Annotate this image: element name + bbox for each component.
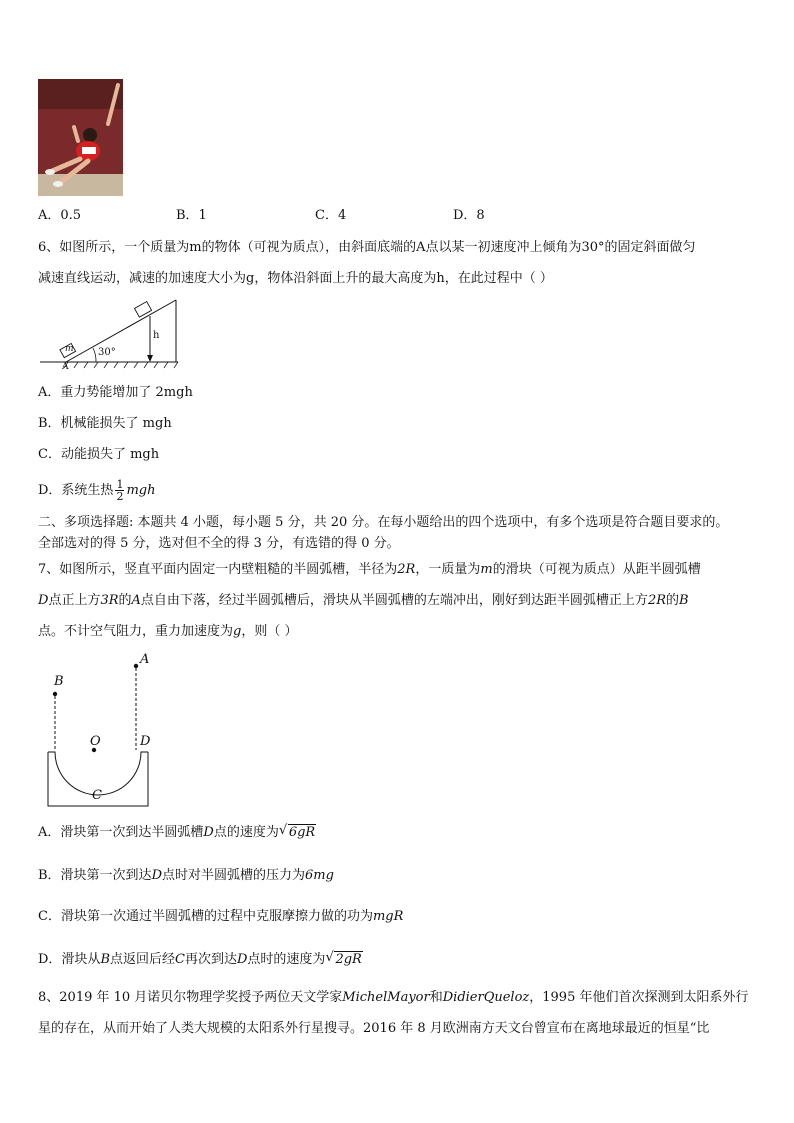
q7-var: D: [151, 868, 162, 883]
q7-option-b: [38, 868, 334, 884]
fraction-denominator: 2: [116, 490, 124, 503]
sqrt-argument: 2gR: [335, 952, 362, 967]
q5-option-b: B．1: [176, 208, 207, 223]
q7-text: 的: [118, 593, 132, 608]
center-o-label: O: [90, 734, 101, 749]
angle-label: 30°: [98, 347, 116, 358]
q7-text: ，则（ ）: [241, 624, 298, 639]
long-jump-photo: [38, 79, 123, 196]
point-d-label: D: [140, 734, 151, 749]
q7-text: 点正上方: [48, 593, 101, 608]
math-expression: 6mg: [305, 868, 334, 883]
point-b-label: B: [54, 674, 64, 689]
q6-stem-line2: 减速直线运动，减速的加速度大小为g，物体沿斜面上升的最大高度为h，在此过程中（ ）: [38, 271, 553, 286]
height-label: h: [153, 330, 160, 341]
q7-option-d: [38, 952, 363, 968]
q7-option-text: 点时的速度为: [247, 952, 326, 967]
q6-option-c: C．动能损失了 mgh: [38, 447, 160, 462]
point-a-label: A: [140, 652, 150, 667]
q8-text: ，1995 年他们首次探测到太阳系外行: [529, 990, 749, 1005]
half-pipe-figure: [42, 650, 154, 810]
q6-option-d-prefix: D．系统生热: [38, 483, 114, 498]
q5-option-d: D．8: [453, 208, 485, 223]
math-expression: mgR: [372, 909, 404, 924]
q7-option-text: 点时对半圆弧槽的压力为: [162, 868, 306, 883]
q7-option-text: C．滑块第一次通过半圆弧槽的过程中克服摩擦力做的功为: [38, 909, 373, 924]
q7-var: B: [100, 952, 110, 967]
q7-stem-line1: [38, 562, 701, 578]
q6-option-d: [38, 477, 155, 505]
q7-var: 2R: [397, 562, 416, 577]
q7-option-text: A．滑块第一次到达半圆弧槽: [38, 825, 204, 840]
q7-var: D: [203, 825, 214, 840]
sqrt-expression: √ 2gR: [325, 950, 362, 967]
q7-var: D: [236, 952, 248, 967]
sqrt-expression: √ 6gR: [278, 823, 316, 840]
q8-text: 8、2019 年 10 月诺贝尔物理学奖授予两位天文学家: [38, 990, 343, 1005]
q7-text: 点。不计空气阻力，重力加速度为: [38, 624, 234, 639]
q7-option-a: [38, 825, 316, 841]
q8-stem-line1: [38, 990, 748, 1006]
q5-option-a: A．0.5: [38, 208, 82, 223]
q7-stem-line3: [38, 624, 297, 640]
q7-text: ，一质量为: [415, 562, 481, 577]
q7-var: m: [480, 562, 493, 577]
q6-option-d-expr: mgh: [126, 483, 156, 498]
q7-stem-line2: [38, 593, 689, 609]
q7-var: D: [38, 593, 49, 608]
q7-text: 点自由下落，经过半圆弧槽后，滑块从半圆弧槽的左端冲出，刚好到达距半圆弧槽正上方: [140, 593, 648, 608]
q7-text: 的: [666, 593, 680, 608]
q8-name: DidierQueloz: [442, 990, 530, 1005]
q7-text: 的滑块（可视为质点）从距半圆弧槽: [492, 562, 701, 577]
q7-option-text: 再次到达: [184, 952, 237, 967]
point-a-label: A: [62, 362, 69, 372]
section2-line1: 二、多项选择题: 本题共 4 小题，每小题 5 分，共 20 分。在每小题给出的四个选项中，有多个选项是符合题目要求的。: [38, 515, 729, 530]
section2-line2: 全部选对的得 5 分，选对但不全的得 3 分，有选错的得 0 分。: [38, 536, 400, 551]
q8-text: 和: [429, 990, 443, 1005]
point-c-label: C: [92, 788, 102, 803]
q7-var: A: [131, 593, 141, 608]
q7-option-c: [38, 909, 403, 925]
q7-option-text: 点的速度为: [213, 825, 279, 840]
q6-option-b: B．机械能损失了 mgh: [38, 416, 172, 431]
mass-label: m: [65, 344, 74, 354]
q7-var: B: [679, 593, 689, 608]
q7-option-text: D．滑块从: [38, 952, 101, 967]
incline-figure: [38, 296, 180, 372]
sqrt-argument: 6gR: [288, 825, 316, 840]
q7-text: 7、如图所示，竖直平面内固定一内壁粗糙的半圆弧槽，半径为: [38, 562, 398, 577]
q6-option-a: A．重力势能增加了 2mgh: [38, 385, 193, 400]
q5-option-c: C．4: [315, 208, 347, 223]
q7-option-text: B．滑块第一次到达: [38, 868, 152, 883]
q6-stem-line1: 6、如图所示，一个质量为m的物体（可视为质点），由斜面底端的A点以某一初速度冲上倾角为30°的固定斜面做匀: [38, 240, 696, 255]
q7-var: g: [233, 624, 242, 639]
q7-option-text: 点返回后经: [110, 952, 176, 967]
fraction-half: [115, 479, 124, 502]
q7-var: 2R: [647, 593, 666, 608]
q7-var: C: [175, 952, 185, 967]
q8-name: MichelMayor: [342, 990, 430, 1005]
fraction-numerator: 1: [116, 478, 124, 491]
q8-stem-line2: 星的存在，从而开始了人类大规模的太阳系外行星搜寻。2016 年 8 月欧洲南方天文台曾宣布在离地球最近的恒星“比: [38, 1021, 710, 1036]
q7-var: 3R: [100, 593, 119, 608]
